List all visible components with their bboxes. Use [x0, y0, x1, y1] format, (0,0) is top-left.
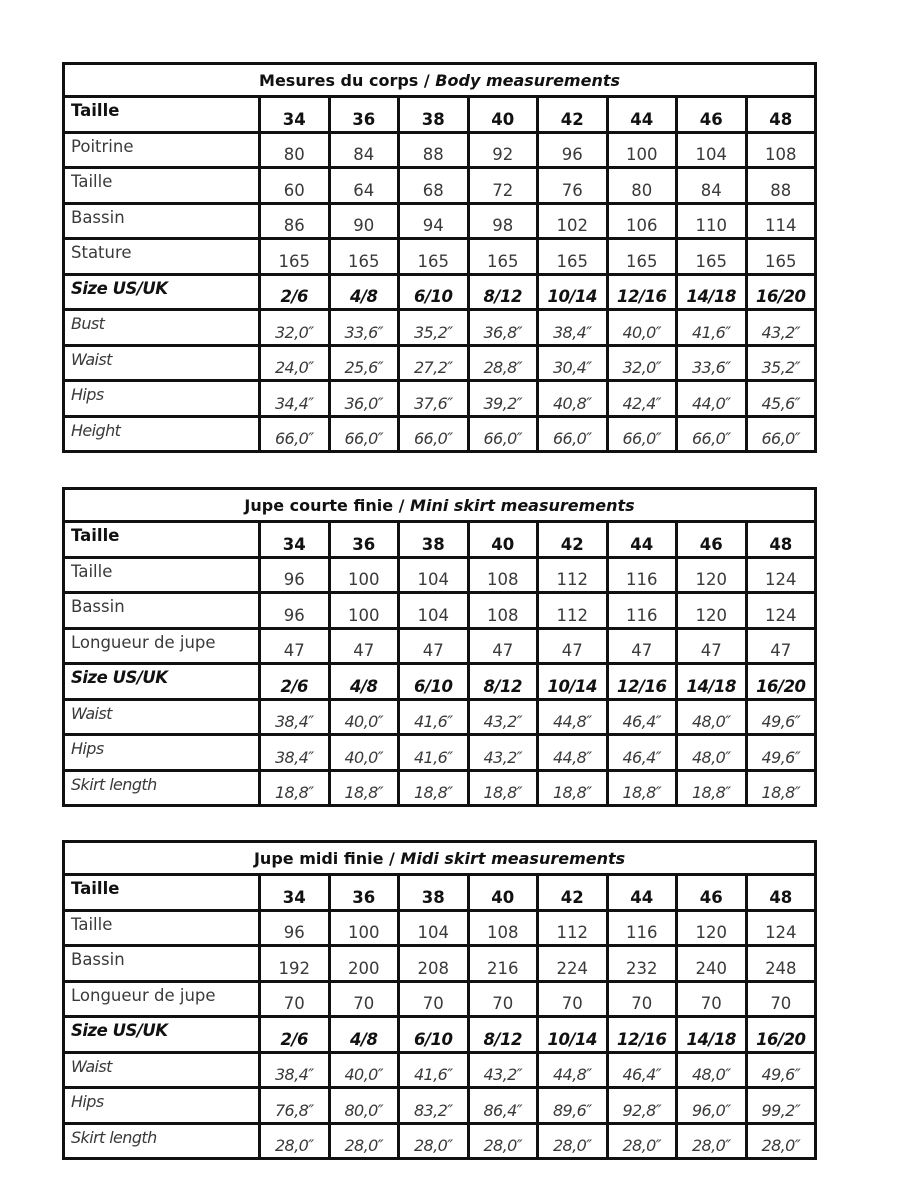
size-header-cell: 40 — [468, 875, 538, 911]
value-cell: 46,4″ — [607, 1052, 677, 1088]
value-cell: 66,0″ — [329, 416, 399, 452]
value-cell: 35,2″ — [399, 310, 469, 346]
value-cell: 96 — [260, 557, 330, 593]
value-cell: 40,8″ — [538, 381, 608, 417]
size-header-cell: 34 — [260, 522, 330, 558]
value-cell: 99,2″ — [746, 1088, 816, 1124]
size-header-cell: 40 — [468, 97, 538, 133]
size-header-cell: 4/8 — [329, 274, 399, 310]
value-cell: 124 — [746, 557, 816, 593]
value-cell: 116 — [607, 910, 677, 946]
value-cell: 47 — [260, 628, 330, 664]
value-cell: 28,0″ — [538, 1123, 608, 1159]
value-cell: 38,4″ — [538, 310, 608, 346]
value-cell: 94 — [399, 203, 469, 239]
value-cell: 66,0″ — [677, 416, 747, 452]
value-cell: 43,2″ — [746, 310, 816, 346]
value-cell: 40,0″ — [329, 699, 399, 735]
value-cell: 46,4″ — [607, 735, 677, 771]
title-english: Mini skirt measurements — [410, 495, 635, 515]
value-cell: 40,0″ — [329, 1052, 399, 1088]
value-cell: 165 — [746, 239, 816, 275]
table-title-row — [64, 842, 816, 875]
value-cell: 27,2″ — [399, 345, 469, 381]
size-header-cell: 6/10 — [399, 1017, 469, 1053]
metric-size-header-row — [64, 522, 816, 558]
size-header-cell: 46 — [677, 875, 747, 911]
value-cell: 100 — [607, 132, 677, 168]
value-cell: 120 — [677, 557, 747, 593]
value-cell: 72 — [468, 168, 538, 204]
size-header-cell: 36 — [329, 875, 399, 911]
value-cell: 40,0″ — [607, 310, 677, 346]
value-cell: 104 — [399, 557, 469, 593]
size-header-cell: 8/12 — [468, 664, 538, 700]
table-row — [64, 381, 816, 417]
value-cell: 37,6″ — [399, 381, 469, 417]
size-header-cell: 12/16 — [607, 1017, 677, 1053]
row-label: Taille — [64, 910, 260, 946]
value-cell: 165 — [399, 239, 469, 275]
table-row — [64, 168, 816, 204]
value-cell: 114 — [746, 203, 816, 239]
row-label: Size US/UK — [64, 274, 260, 310]
table-row — [64, 1123, 816, 1159]
table-row — [64, 416, 816, 452]
value-cell: 66,0″ — [468, 416, 538, 452]
value-cell: 18,8″ — [399, 770, 469, 806]
size-header-cell: 38 — [399, 522, 469, 558]
table-row — [64, 239, 816, 275]
value-cell: 84 — [677, 168, 747, 204]
value-cell: 47 — [607, 628, 677, 664]
size-header-cell: 36 — [329, 97, 399, 133]
value-cell: 41,6″ — [399, 1052, 469, 1088]
value-cell: 28,0″ — [746, 1123, 816, 1159]
value-cell: 120 — [677, 593, 747, 629]
value-cell: 18,8″ — [607, 770, 677, 806]
value-cell: 90 — [329, 203, 399, 239]
size-header-cell: 48 — [746, 522, 816, 558]
size-header-cell: 4/8 — [329, 664, 399, 700]
size-header-cell: 14/18 — [677, 664, 747, 700]
value-cell: 240 — [677, 946, 747, 982]
size-header-cell: 42 — [538, 97, 608, 133]
value-cell: 44,8″ — [538, 699, 608, 735]
value-cell: 80 — [260, 132, 330, 168]
size-header-cell: 48 — [746, 97, 816, 133]
value-cell: 102 — [538, 203, 608, 239]
value-cell: 36,0″ — [329, 381, 399, 417]
value-cell: 200 — [329, 946, 399, 982]
mini-skirt-measurements-table — [62, 487, 817, 807]
title-french: Jupe midi finie — [253, 848, 384, 868]
value-cell: 32,0″ — [607, 345, 677, 381]
value-cell: 47 — [399, 628, 469, 664]
value-cell: 42,4″ — [607, 381, 677, 417]
table-row — [64, 735, 816, 771]
value-cell: 44,0″ — [677, 381, 747, 417]
size-header-cell: 46 — [677, 522, 747, 558]
row-label: Skirt length — [64, 770, 260, 806]
size-header-cell: 16/20 — [746, 664, 816, 700]
value-cell: 108 — [468, 910, 538, 946]
value-cell: 70 — [329, 981, 399, 1017]
size-header-cell: 2/6 — [260, 664, 330, 700]
value-cell: 208 — [399, 946, 469, 982]
table-row — [64, 310, 816, 346]
size-header-cell: 2/6 — [260, 274, 330, 310]
value-cell: 108 — [746, 132, 816, 168]
value-cell: 41,6″ — [399, 699, 469, 735]
title-separator: / — [393, 495, 411, 515]
value-cell: 70 — [607, 981, 677, 1017]
value-cell: 165 — [538, 239, 608, 275]
value-cell: 84 — [329, 132, 399, 168]
value-cell: 28,8″ — [468, 345, 538, 381]
value-cell: 40,0″ — [329, 735, 399, 771]
row-label: Waist — [64, 345, 260, 381]
size-header-cell: 38 — [399, 875, 469, 911]
value-cell: 44,8″ — [538, 1052, 608, 1088]
value-cell: 120 — [677, 910, 747, 946]
title-english: Body measurements — [435, 70, 620, 90]
row-label: Bust — [64, 310, 260, 346]
row-label: Hips — [64, 1088, 260, 1124]
value-cell: 96,0″ — [677, 1088, 747, 1124]
value-cell: 165 — [677, 239, 747, 275]
table-title — [64, 64, 816, 97]
row-label: Hips — [64, 381, 260, 417]
table-row — [64, 1088, 816, 1124]
value-cell: 216 — [468, 946, 538, 982]
value-cell: 47 — [746, 628, 816, 664]
value-cell: 76 — [538, 168, 608, 204]
value-cell: 165 — [607, 239, 677, 275]
row-label: Size US/UK — [64, 1017, 260, 1053]
row-label: Size US/UK — [64, 664, 260, 700]
value-cell: 43,2″ — [468, 735, 538, 771]
value-cell: 41,6″ — [677, 310, 747, 346]
value-cell: 43,2″ — [468, 1052, 538, 1088]
value-cell: 86,4″ — [468, 1088, 538, 1124]
value-cell: 18,8″ — [468, 770, 538, 806]
value-cell: 68 — [399, 168, 469, 204]
row-label: Waist — [64, 699, 260, 735]
row-label: Taille — [64, 97, 260, 133]
value-cell: 28,0″ — [468, 1123, 538, 1159]
value-cell: 100 — [329, 593, 399, 629]
value-cell: 60 — [260, 168, 330, 204]
size-header-cell: 44 — [607, 875, 677, 911]
value-cell: 124 — [746, 593, 816, 629]
midi-skirt-measurements-table — [62, 840, 817, 1160]
size-header-cell: 16/20 — [746, 274, 816, 310]
table-row — [64, 699, 816, 735]
title-separator: / — [418, 70, 436, 90]
size-header-cell: 38 — [399, 97, 469, 133]
value-cell: 70 — [677, 981, 747, 1017]
table-title — [64, 489, 816, 522]
us-uk-size-header-row — [64, 1017, 816, 1053]
value-cell: 88 — [399, 132, 469, 168]
value-cell: 224 — [538, 946, 608, 982]
value-cell: 86 — [260, 203, 330, 239]
us-uk-size-header-row — [64, 274, 816, 310]
value-cell: 18,8″ — [538, 770, 608, 806]
value-cell: 96 — [260, 910, 330, 946]
value-cell: 80 — [607, 168, 677, 204]
size-header-cell: 34 — [260, 97, 330, 133]
value-cell: 33,6″ — [329, 310, 399, 346]
title-french: Jupe courte finie — [244, 495, 394, 515]
metric-size-header-row — [64, 875, 816, 911]
value-cell: 41,6″ — [399, 735, 469, 771]
value-cell: 70 — [468, 981, 538, 1017]
value-cell: 100 — [329, 910, 399, 946]
size-header-cell: 10/14 — [538, 664, 608, 700]
value-cell: 47 — [468, 628, 538, 664]
size-header-cell: 48 — [746, 875, 816, 911]
value-cell: 70 — [746, 981, 816, 1017]
value-cell: 112 — [538, 593, 608, 629]
size-header-cell: 46 — [677, 97, 747, 133]
value-cell: 108 — [468, 593, 538, 629]
table-row — [64, 946, 816, 982]
size-header-cell: 36 — [329, 522, 399, 558]
row-label: Hips — [64, 735, 260, 771]
us-uk-size-header-row — [64, 664, 816, 700]
value-cell: 110 — [677, 203, 747, 239]
size-header-cell: 40 — [468, 522, 538, 558]
value-cell: 80,0″ — [329, 1088, 399, 1124]
size-header-cell: 12/16 — [607, 274, 677, 310]
value-cell: 49,6″ — [746, 735, 816, 771]
value-cell: 32,0″ — [260, 310, 330, 346]
value-cell: 124 — [746, 910, 816, 946]
table-title — [64, 842, 816, 875]
size-header-cell: 4/8 — [329, 1017, 399, 1053]
value-cell: 88 — [746, 168, 816, 204]
value-cell: 66,0″ — [607, 416, 677, 452]
value-cell: 66,0″ — [746, 416, 816, 452]
value-cell: 64 — [329, 168, 399, 204]
value-cell: 112 — [538, 910, 608, 946]
table-row — [64, 593, 816, 629]
value-cell: 96 — [260, 593, 330, 629]
table-row — [64, 1052, 816, 1088]
value-cell: 92 — [468, 132, 538, 168]
row-label: Taille — [64, 168, 260, 204]
value-cell: 165 — [260, 239, 330, 275]
size-header-cell: 14/18 — [677, 274, 747, 310]
value-cell: 28,0″ — [607, 1123, 677, 1159]
value-cell: 66,0″ — [260, 416, 330, 452]
size-header-cell: 8/12 — [468, 1017, 538, 1053]
value-cell: 28,0″ — [260, 1123, 330, 1159]
row-label: Bassin — [64, 203, 260, 239]
row-label: Poitrine — [64, 132, 260, 168]
table-row — [64, 770, 816, 806]
value-cell: 104 — [677, 132, 747, 168]
value-cell: 28,0″ — [677, 1123, 747, 1159]
value-cell: 116 — [607, 557, 677, 593]
row-label: Taille — [64, 875, 260, 911]
value-cell: 47 — [677, 628, 747, 664]
size-header-cell: 6/10 — [399, 664, 469, 700]
size-header-cell: 6/10 — [399, 274, 469, 310]
value-cell: 48,0″ — [677, 699, 747, 735]
value-cell: 44,8″ — [538, 735, 608, 771]
value-cell: 48,0″ — [677, 1052, 747, 1088]
value-cell: 83,2″ — [399, 1088, 469, 1124]
row-label: Longueur de jupe — [64, 981, 260, 1017]
size-header-cell: 34 — [260, 875, 330, 911]
table-row — [64, 910, 816, 946]
size-header-cell: 42 — [538, 875, 608, 911]
size-header-cell: 10/14 — [538, 274, 608, 310]
value-cell: 66,0″ — [538, 416, 608, 452]
row-label: Waist — [64, 1052, 260, 1088]
value-cell: 47 — [329, 628, 399, 664]
table-row — [64, 628, 816, 664]
value-cell: 28,0″ — [329, 1123, 399, 1159]
size-header-cell: 12/16 — [607, 664, 677, 700]
value-cell: 100 — [329, 557, 399, 593]
table-row — [64, 132, 816, 168]
value-cell: 47 — [538, 628, 608, 664]
value-cell: 36,8″ — [468, 310, 538, 346]
size-header-cell: 44 — [607, 522, 677, 558]
value-cell: 25,6″ — [329, 345, 399, 381]
value-cell: 165 — [468, 239, 538, 275]
value-cell: 43,2″ — [468, 699, 538, 735]
size-header-cell: 14/18 — [677, 1017, 747, 1053]
row-label: Taille — [64, 557, 260, 593]
table-row — [64, 203, 816, 239]
value-cell: 24,0″ — [260, 345, 330, 381]
value-cell: 70 — [538, 981, 608, 1017]
value-cell: 28,0″ — [399, 1123, 469, 1159]
value-cell: 45,6″ — [746, 381, 816, 417]
value-cell: 92,8″ — [607, 1088, 677, 1124]
row-label: Stature — [64, 239, 260, 275]
value-cell: 38,4″ — [260, 699, 330, 735]
title-english: Midi skirt measurements — [400, 848, 626, 868]
value-cell: 38,4″ — [260, 735, 330, 771]
value-cell: 104 — [399, 593, 469, 629]
value-cell: 39,2″ — [468, 381, 538, 417]
value-cell: 33,6″ — [677, 345, 747, 381]
value-cell: 232 — [607, 946, 677, 982]
size-header-cell: 8/12 — [468, 274, 538, 310]
table-row — [64, 981, 816, 1017]
value-cell: 18,8″ — [746, 770, 816, 806]
value-cell: 116 — [607, 593, 677, 629]
size-header-cell: 44 — [607, 97, 677, 133]
value-cell: 49,6″ — [746, 1052, 816, 1088]
table-title-row — [64, 489, 816, 522]
value-cell: 48,0″ — [677, 735, 747, 771]
row-label: Bassin — [64, 593, 260, 629]
size-header-cell: 42 — [538, 522, 608, 558]
size-header-cell: 10/14 — [538, 1017, 608, 1053]
row-label: Longueur de jupe — [64, 628, 260, 664]
value-cell: 106 — [607, 203, 677, 239]
row-label: Height — [64, 416, 260, 452]
value-cell: 18,8″ — [677, 770, 747, 806]
value-cell: 30,4″ — [538, 345, 608, 381]
value-cell: 66,0″ — [399, 416, 469, 452]
value-cell: 35,2″ — [746, 345, 816, 381]
size-header-cell: 2/6 — [260, 1017, 330, 1053]
value-cell: 76,8″ — [260, 1088, 330, 1124]
row-label: Bassin — [64, 946, 260, 982]
title-french: Mesures du corps — [259, 70, 419, 90]
value-cell: 104 — [399, 910, 469, 946]
value-cell: 46,4″ — [607, 699, 677, 735]
value-cell: 18,8″ — [329, 770, 399, 806]
value-cell: 70 — [399, 981, 469, 1017]
table-title-row — [64, 64, 816, 97]
table-row — [64, 557, 816, 593]
title-separator: / — [383, 848, 401, 868]
table-row — [64, 345, 816, 381]
value-cell: 38,4″ — [260, 1052, 330, 1088]
row-label: Taille — [64, 522, 260, 558]
value-cell: 70 — [260, 981, 330, 1017]
value-cell: 49,6″ — [746, 699, 816, 735]
body-measurements-table — [62, 62, 817, 453]
value-cell: 248 — [746, 946, 816, 982]
value-cell: 89,6″ — [538, 1088, 608, 1124]
value-cell: 18,8″ — [260, 770, 330, 806]
value-cell: 165 — [329, 239, 399, 275]
row-label: Skirt length — [64, 1123, 260, 1159]
size-header-cell: 16/20 — [746, 1017, 816, 1053]
value-cell: 96 — [538, 132, 608, 168]
value-cell: 192 — [260, 946, 330, 982]
metric-size-header-row — [64, 97, 816, 133]
value-cell: 108 — [468, 557, 538, 593]
value-cell: 34,4″ — [260, 381, 330, 417]
value-cell: 112 — [538, 557, 608, 593]
value-cell: 98 — [468, 203, 538, 239]
